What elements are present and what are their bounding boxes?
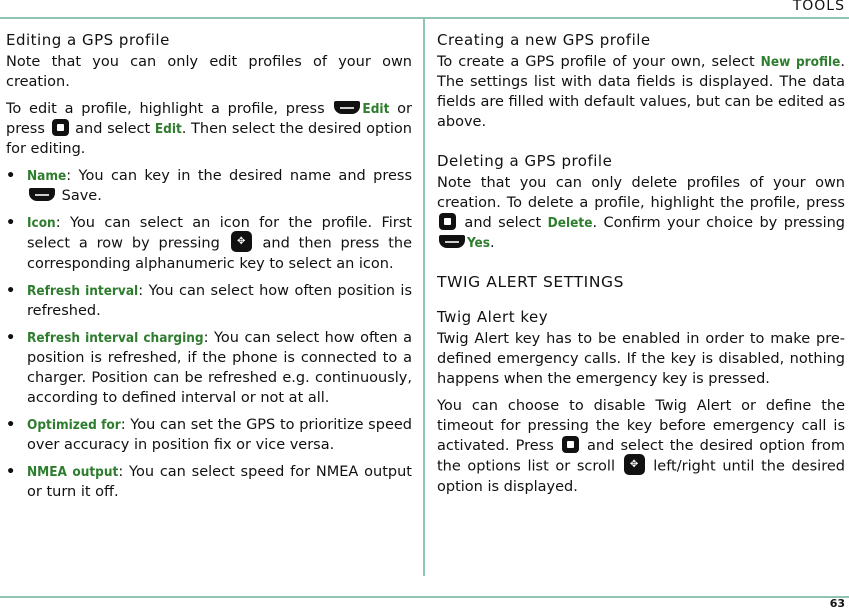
page-number: 63 <box>829 597 845 610</box>
navigation-key-icon: ✥ <box>231 231 252 252</box>
list-item: • Icon: You can select an icon for the profile. First select a row by pressing ✥ and then press the corresponding alphanumeric key to select an icon. <box>6 213 412 274</box>
deleting-title: Deleting a GPS profile <box>437 152 613 170</box>
column-divider <box>423 19 425 576</box>
navigation-key-icon: ✥ <box>624 454 645 475</box>
options-key-icon <box>52 119 69 136</box>
editing-title: Editing a GPS profile <box>6 31 170 49</box>
soft-key-icon <box>334 101 360 114</box>
list-item: • NMEA output: You can select speed for NMEA output or turn it off. <box>6 462 412 502</box>
twig-alert-key-text-1: Twig Alert key has to be enabled in order to make pre-defined emergency calls. If the key is disabled, nothing happens when the emergency key is pressed. <box>437 331 845 387</box>
soft-key-icon <box>29 188 55 201</box>
right-column <box>437 30 845 504</box>
deleting-text: Note that you can only delete profiles of your own creation. To delete a profile, highlight the profile, press and select Delete. Confirm your choice by pressing Yes. <box>437 175 845 251</box>
left-column <box>6 30 412 509</box>
twig-alert-key-title: Twig Alert key <box>437 308 549 326</box>
editing-intro: Note that you can only edit profiles of your own creation. <box>6 54 412 90</box>
twig-alert-section-title: TWIG ALERT SETTINGS <box>437 273 625 291</box>
options-key-icon <box>439 213 456 230</box>
list-item: • Optimized for: You can set the GPS to prioritize speed over accuracy in position fix or vice versa. <box>6 415 412 455</box>
list-item: • Name: You can key in the desired name and press Save. <box>6 166 412 206</box>
editing-instructions: To edit a profile, highlight a profile, press Edit or press and select Edit. Then select the desired option for editing. <box>6 101 412 157</box>
bottom-rule <box>0 596 849 598</box>
options-key-icon <box>562 436 579 453</box>
twig-alert-key-text-2: You can choose to disable Twig Alert or define the timeout for pressing the key before emergency call is activated. Press and select the desired option from the options list or scroll ✥ left/right until the desired option is displayed. <box>437 398 845 495</box>
soft-key-icon <box>439 235 465 248</box>
creating-title: Creating a new GPS profile <box>437 31 651 49</box>
section-header: TOOLS <box>792 0 845 14</box>
creating-text: To create a GPS profile of your own, select New profile. The settings list with data fields is displayed. The data fields are filled with default values, but can be edited as above. <box>437 54 845 130</box>
list-item: • Refresh interval: You can select how often position is refreshed. <box>6 281 412 321</box>
list-item: • Refresh interval charging: You can select how often a position is refreshed, if the phone is connected to a charger. Position can be refreshed e.g. continuously, according to defined interval or not at all. <box>6 328 412 408</box>
edit-options-list <box>6 166 412 502</box>
